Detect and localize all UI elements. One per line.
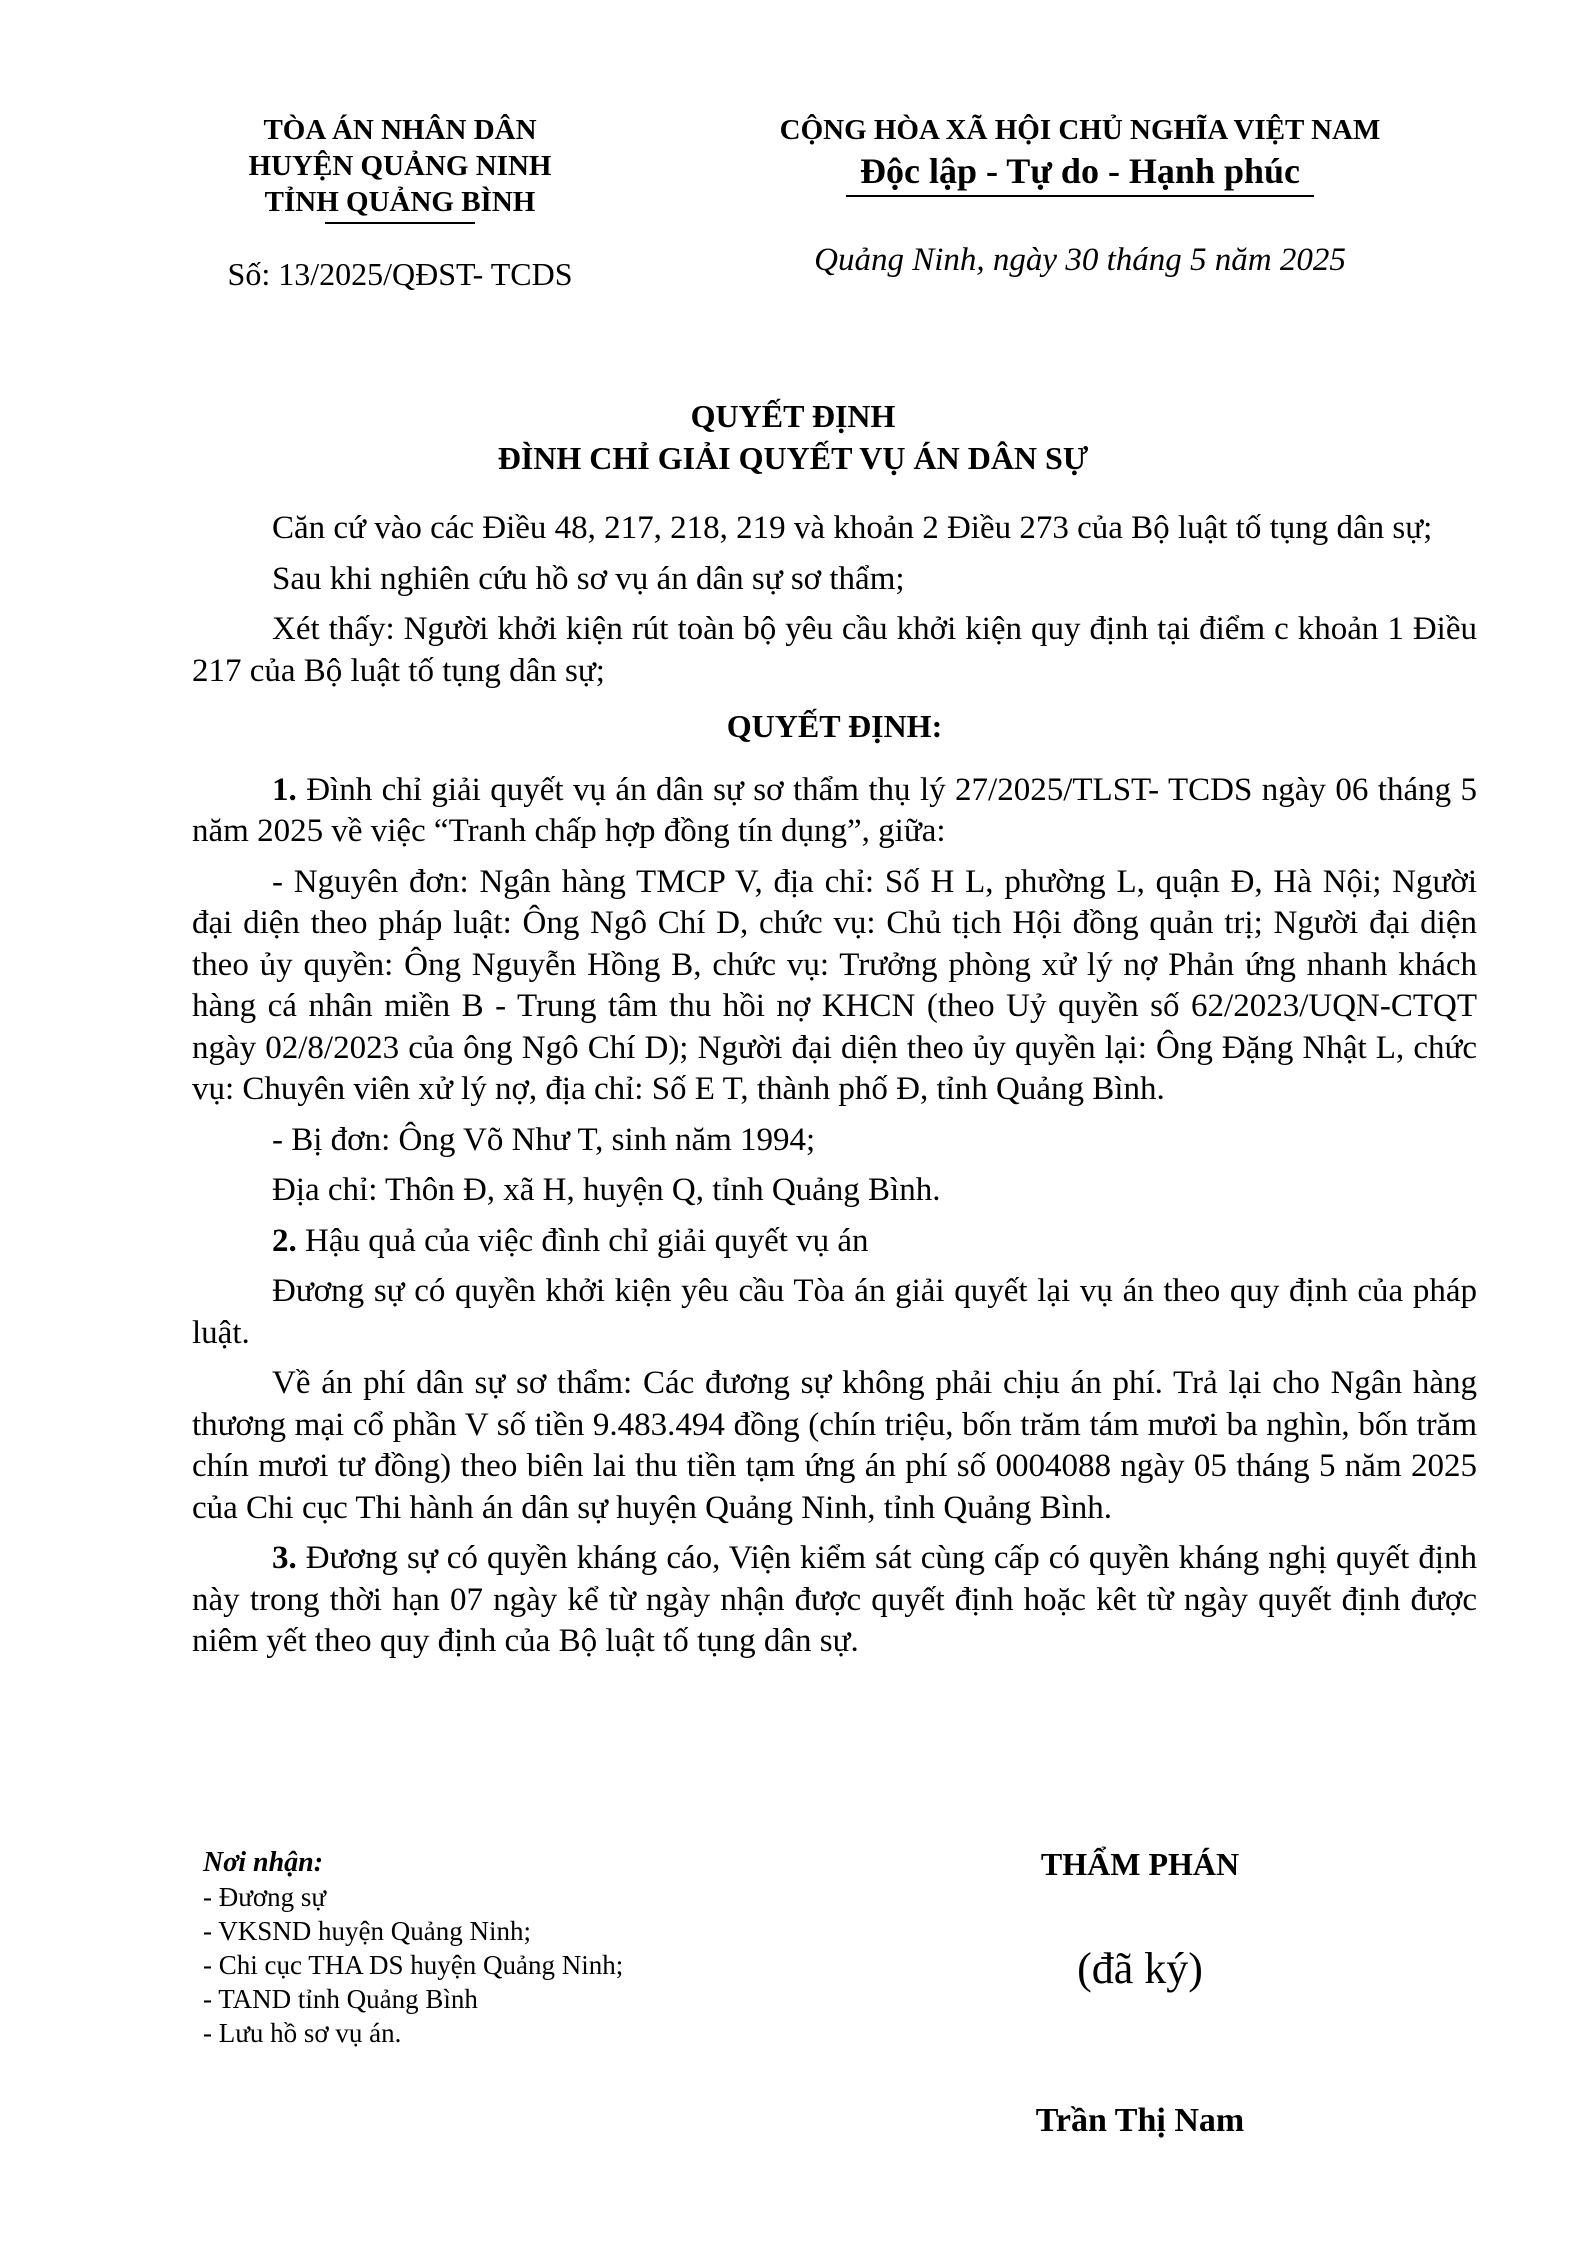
recipient-item: - VKSND huyện Quảng Ninh;	[203, 1916, 531, 1946]
defendant-address: Địa chỉ: Thôn Đ, xã H, huyện Q, tỉnh Quảng Bình.	[272, 1172, 941, 1208]
considering-statement: Xét thấy: Người khởi kiện rút toàn bộ yêu cầu khởi kiện quy định tại điểm c khoản 1 Điều 217 của Bộ luật tố tụng dân sự;	[192, 611, 1477, 689]
plaintiff-details: - Nguyên đơn: Ngân hàng TMCP V, địa chỉ: Số H L, phường L, quận Đ, Hà Nội; Người đại diện theo pháp luật: Ông Ngô Chí D, chức vụ: Chủ tịch Hội đồng quản trị; Người đại diện theo ủy quyền: Ông Nguyễn Hồng B, chức vụ: Trưởng phòng xử lý nợ Phản ứng nhanh khách hàng cá nhân miền B - Trung tâm thu hồi nợ KHCN (theo Uỷ quyền số 62/2023/UQN-CTQT ngày 02/8/2023 của ông Ngô Chí D); Người đại diện theo ủy quyền lại: Ông Đặng Nhật L, chức vụ: Chuyên viên xử lý nợ, địa chỉ: Số E T, thành phố Đ, tỉnh Quảng Bình.	[192, 863, 1477, 1107]
signer-name: Trần Thị Nam	[1035, 2102, 1245, 2139]
review-statement: Sau khi nghiên cứu hồ sơ vụ án dân sự sơ thẩm;	[272, 560, 905, 597]
document-body	[192, 508, 1477, 1672]
recipient-item: - TAND tỉnh Quảng Bình	[203, 1984, 478, 2014]
recipient-item: - Lưu hồ sơ vụ án.	[203, 2018, 402, 2048]
court-header	[190, 112, 610, 224]
defendant-details: - Bị đơn: Ông Võ Như T, sinh năm 1994;	[272, 1121, 816, 1158]
consequence-text: Đương sự có quyền khởi kiện yêu cầu Tòa án giải quyết lại vụ án theo quy định của pháp luật.	[192, 1273, 1477, 1351]
court-header-underline	[325, 222, 475, 224]
document-subtitle: ĐÌNH CHỈ GIẢI QUYẾT VỤ ÁN DÂN SỰ	[497, 440, 1089, 476]
decision-item-1	[192, 770, 1477, 853]
document-title: QUYẾT ĐỊNH	[690, 398, 896, 434]
recipients-label: Nơi nhận:	[203, 1847, 324, 1878]
national-header	[700, 112, 1460, 197]
decision-item-2	[192, 1221, 1477, 1263]
country-name: CỘNG HÒA XÃ HỘI CHỦ NGHĨA VIỆT NAM	[779, 114, 1381, 146]
decision-heading: QUYẾT ĐỊNH:	[726, 708, 943, 744]
signer-role: THẨM PHÁN	[1040, 1846, 1240, 1882]
signature-block	[960, 1846, 1320, 2140]
recipient-item: - Chi cục THA DS huyện Quảng Ninh;	[203, 1950, 624, 1980]
item-2-text: Hậu quả của việc đình chỉ giải quyết vụ án	[305, 1222, 869, 1259]
motto-underline	[846, 195, 1314, 197]
item-3-number: 3.	[272, 1540, 297, 1576]
decision-item-3	[192, 1538, 1477, 1663]
signed-mark: (đã ký)	[1077, 1944, 1203, 1993]
court-district-line: HUYỆN QUẢNG NINH	[248, 150, 552, 182]
place-date: Quảng Ninh, ngày 30 tháng 5 năm 2025	[814, 242, 1346, 278]
item-1-number: 1.	[272, 771, 297, 808]
document-number: Số: 13/2025/QĐST- TCDS	[227, 256, 573, 292]
recipients-block	[203, 1846, 763, 2050]
court-fee-text: Về án phí dân sự sơ thẩm: Các đương sự không phải chịu án phí. Trả lại cho Ngân hàng thương mại cổ phần V số tiền 9.483.494 đồng (chín triệu, bốn trăm tám mươi ba nghìn, bốn trăm chín mươi tư đồng) theo biên lai thu tiền tạm ứng án phí số 0004088 ngày 05 tháng 5 năm 2025 của Chi cục Thi hành án dân sự huyện Quảng Ninh, tỉnh Quảng Bình.	[192, 1365, 1477, 1526]
item-1-text: Đình chỉ giải quyết vụ án dân sự sơ thẩm thụ lý 27/2025/TLST- TCDS ngày 06 tháng 5 năm 2025 về việc “Tranh chấp hợp đồng tín dụng”, giữa:	[192, 771, 1478, 849]
item-2-number: 2.	[272, 1222, 297, 1259]
national-motto: Độc lập - Tự do - Hạnh phúc	[859, 151, 1301, 191]
recipient-item: - Đương sự	[203, 1882, 327, 1912]
legal-basis: Căn cứ vào các Điều 48, 217, 218, 219 và khoản 2 Điều 273 của Bộ luật tố tụng dân sự;	[272, 510, 1433, 546]
court-province-line: TỈNH QUẢNG BÌNH	[264, 186, 536, 218]
item-3-text: Đương sự có quyền kháng cáo, Viện kiểm sát cùng cấp có quyền kháng nghị quyết định này trong thời hạn 07 ngày kể từ ngày nhận được quyết định hoặc kêt từ ngày quyết định được niêm yết theo quy định của Bộ luật tố tụng dân sự.	[192, 1540, 1477, 1659]
court-name-line: TÒA ÁN NHÂN DÂN	[263, 114, 537, 146]
